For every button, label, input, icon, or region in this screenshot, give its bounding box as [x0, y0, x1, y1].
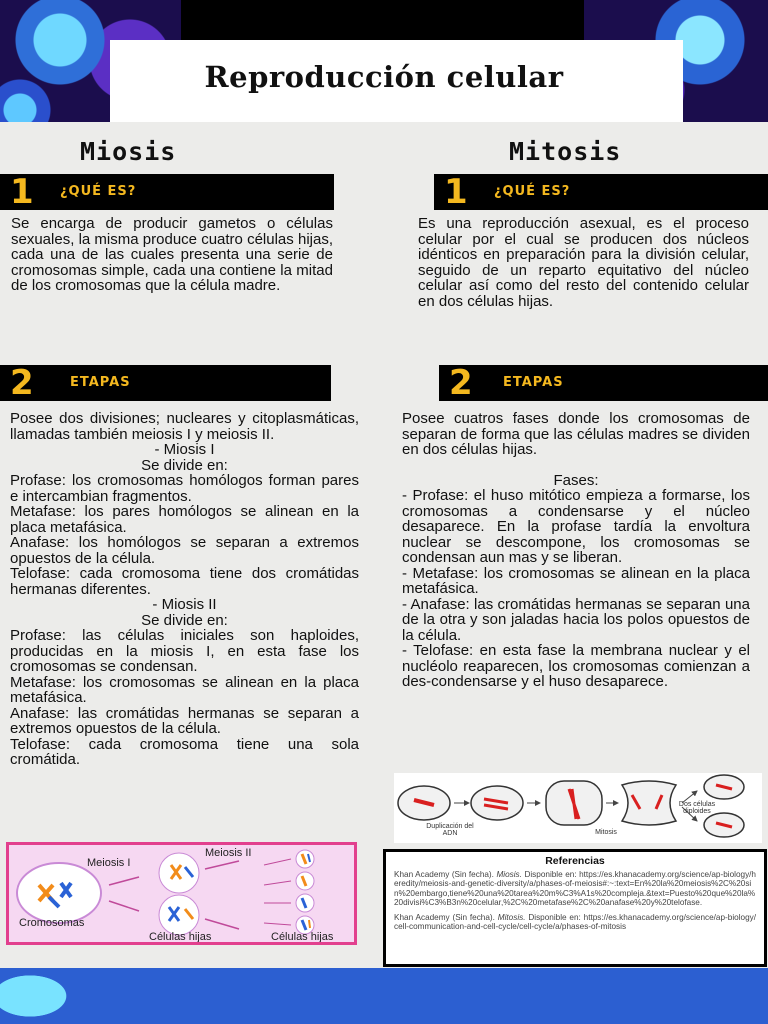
ref2-prefix: Khan Academy (Sin fecha). [394, 912, 498, 922]
page-title: Reproducción celular [204, 60, 564, 94]
meiosis-1-telofase: Telofase: cada cromosoma tiene dos cromátidas hermanas diferentes. [10, 565, 359, 598]
mitosis-profase: - Profase: el huso mitótico empieza a formarse, los cromosomas a condensarse y el núcleo desaparece. En la profase tardía la envoltura nuclear se descompone, los cromosomas se condensan aun mas y se liberan. [402, 487, 750, 566]
meiosis-2-telofase: Telofase: cada cromosoma tiene una sola cromátida. [10, 735, 359, 768]
references-box [383, 849, 767, 967]
mitosis-stages-label: ETAPAS [503, 375, 564, 390]
fig-hijas-1-label: Células hijas [149, 931, 212, 943]
meiosis-2-subtitle: Se divide en: [141, 611, 228, 629]
meiosis-stages-intro: Posee dos divisiones; nucleares y citoplasmáticas, llamadas también meiosis I y meiosis II. [10, 410, 359, 443]
meiosis-diagram [6, 842, 357, 945]
meiosis-1-profase: Profase: los cromosomas homólogos forman pares e intercambian fragmentos. [10, 472, 359, 505]
meiosis-2-anafase: Anafase: las cromátidas hermanas se separan a extremos opuestos de la célula. [10, 704, 359, 737]
meiosis-stages-number: 2 [10, 363, 34, 403]
ref1-link[interactable]: Disponible en: https://es.khanacademy.org/science/ap-biology/heredity/meiosis-and-genetic-diversity/a/phases-of-meiosis#:~:text=En%20la%20meiosis%2C%20sin%20embargo,tiene%20una%20tarea%20m%C3%A1s%20compleja.&text=Puesto%20que%20la%20divisi%C3%B3n%20celular,%2C%20metafase%2C%20anafase%20y%20telofase. [394, 869, 756, 907]
mitosis-heading: Mitosis [509, 137, 622, 166]
mitosis-anafase: - Anafase: las cromátidas hermanas se separan una de la otra y son jaladas hacia los polos opuestos de la célula. [402, 595, 750, 644]
meiosis-1-title: - Miosis I [154, 441, 215, 458]
mitosis-fig-diploides: Dos células diploides [678, 801, 716, 815]
meiosis-what-label: ¿QUÉ ES? [60, 184, 137, 199]
header-black-bar [181, 0, 584, 40]
ref1-title: Miosis. [496, 869, 522, 879]
meiosis-stages-bar [0, 365, 331, 401]
meiosis-heading: Miosis [80, 137, 177, 166]
meiosis-description: Se encarga de producir gametos o células sexuales, la misma produce cuatro células hijas, cada una de las cuales presenta una serie de cromosomas simple, cada una contiene la mitad de los cromosomas que la célula madre. [11, 215, 333, 294]
fig-hijas-2-label: Células hijas [271, 931, 334, 943]
ref2-link[interactable]: Disponible en: https://es.khanacademy.org/science/ap-biology/cell-communication-and-cell-cycle/cell-cycle/a/phases-of-mitosis [394, 912, 756, 931]
meiosis-1-anafase: Anafase: los homólogos se separan a extremos opuestos de la célula. [10, 534, 359, 567]
mitosis-metafase: - Metafase: los cromosomas se alinean en la placa metafásica. [402, 564, 750, 597]
meiosis-stages-text [10, 411, 359, 768]
mitosis-stages-text [402, 411, 750, 690]
meiosis-1-subtitle: Se divide en: [141, 456, 228, 474]
mitosis-what-bar [434, 174, 768, 210]
mitosis-stages-bar [439, 365, 768, 401]
mitosis-fases-title: Fases: [553, 471, 599, 489]
fig-cromosomas-label: Cromosomas [19, 917, 85, 929]
footer-background-image [0, 968, 768, 1024]
meiosis-2-metafase: Metafase: los cromosomas se alinean en la placa metafásica. [10, 673, 359, 706]
meiosis-what-bar [0, 174, 334, 210]
ref2-title: Mitosis. [497, 912, 526, 922]
mitosis-stages-number: 2 [449, 363, 473, 403]
mitosis-fig-mitosis: Mitosis [595, 829, 617, 836]
fig-meiosis-1-label: Meiosis I [87, 857, 131, 869]
mitosis-stages-intro: Posee cuatros fases donde los cromosomas de separan de forma que las células madres se dividen en dos células hijas. [402, 410, 750, 458]
mitosis-what-label: ¿QUÉ ES? [494, 184, 571, 199]
meiosis-what-number: 1 [10, 172, 34, 212]
reference-meiosis [394, 870, 756, 908]
ref1-prefix: Khan Academy (Sin fecha). [394, 869, 497, 879]
meiosis-2-profase: Profase: las células iniciales son haploides, producidas en la miosis I, en esta fase los cromosomas se condensan. [10, 627, 359, 675]
meiosis-2-title: - Miosis II [152, 596, 217, 613]
reference-mitosis [394, 913, 756, 932]
mitosis-what-number: 1 [444, 172, 468, 212]
fig-meiosis-2-label: Meiosis II [205, 847, 252, 859]
mitosis-diagram [394, 773, 762, 843]
meiosis-stages-label: ETAPAS [70, 375, 131, 390]
meiosis-1-metafase: Metafase: los pares homólogos se alinean en la placa metafásica. [10, 503, 359, 536]
references-title: Referencias [545, 855, 605, 867]
mitosis-fig-duplicacion: Duplicación del ADN [426, 823, 474, 837]
mitosis-description: Es una reproducción asexual, es el proceso celular por el cual se producen dos núcleos idénticos en preparación para la división celular, seguido de un reparto equitativo del núcleo celular así como del resto del contenido celular en dos células hijas. [418, 215, 749, 310]
mitosis-telofase: - Telofase: en esta fase la membrana nuclear y el nucléolo reaparecen, los cromosomas comienzan a des-condensarse y el huso desaparece. [402, 642, 750, 690]
